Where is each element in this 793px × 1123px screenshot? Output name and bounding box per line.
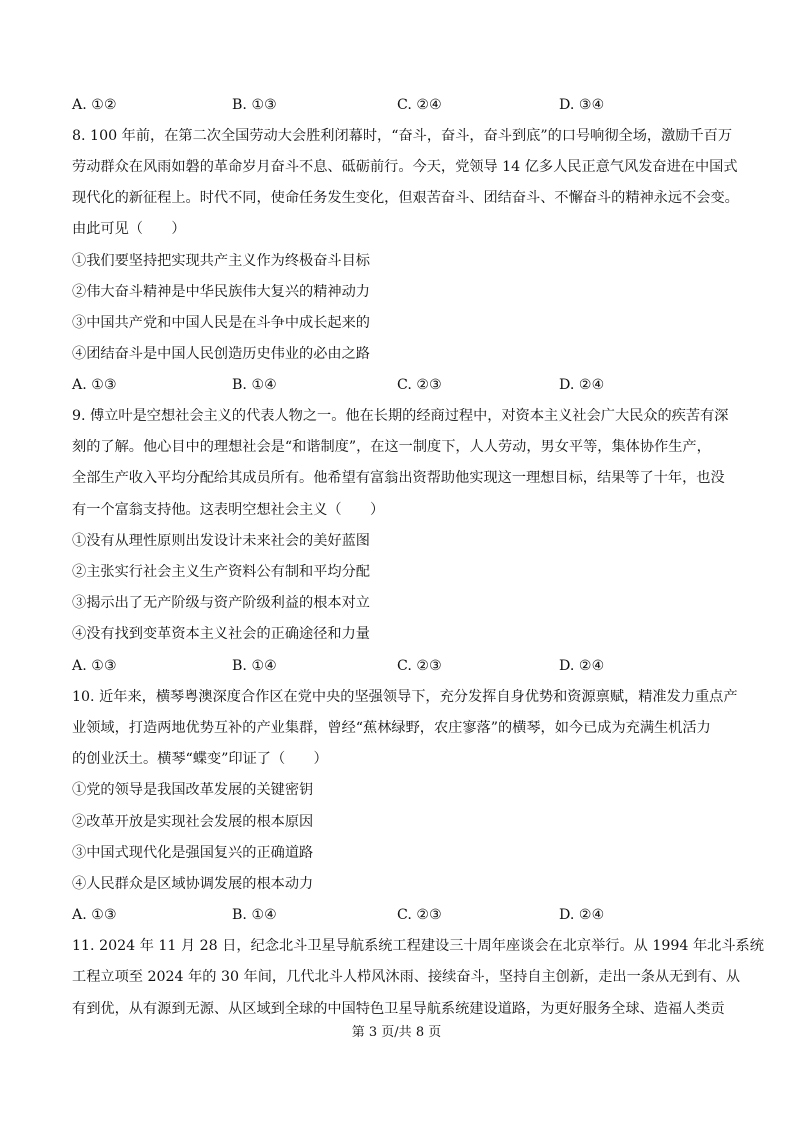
question-text-line: 现代化的新征程上。时代不同，使命任务发生变化，但艰苦奋斗、团结奋斗、不懈奋斗的精神永远不会变。: [72, 190, 739, 206]
question-text-line: 由此可见（ ）: [72, 221, 186, 237]
question-text-line: 全部生产收入平均分配给其成员所有。他希望有富翁出资帮助他实现这一理想目标，结果等了十年，也没: [72, 470, 725, 486]
page-number-footer: 第 3 页/共 8 页: [351, 1025, 442, 1040]
question-text-line: 8. 100 年前，在第二次全国劳动大会胜利闭幕时，“奋斗，奋斗，奋斗到底”的口号响彻全场，激励千百万: [72, 128, 733, 144]
question-text-line: 9. 傅立叶是空想社会主义的代表人物之一。他在长期的经商过程中，对资本主义社会广大民众的疾苦有深: [72, 408, 729, 424]
q10-options: [72, 905, 732, 925]
option-a: A. ①③: [72, 377, 117, 393]
question-text-line: 有到优，从有源到无源、从区域到全球的中国特色卫星导航系统建设道路，为更好服务全球、造福人类贡: [72, 1001, 725, 1017]
statement-1: ①没有从理性原则出发设计未来社会的美好蓝图: [72, 533, 370, 549]
statement-4: ④人民群众是区域协调发展的根本动力: [72, 876, 314, 892]
question-text-line: 10. 近年来，横琴粤澳深度合作区在党中央的坚强领导下，充分发挥自身优势和资源禀赋，精准发力重点产: [72, 689, 738, 705]
statement-4: ④没有找到变革资本主义社会的正确途径和力量: [72, 626, 370, 642]
option-c: C. ②④: [397, 97, 442, 113]
question-text-line: 工程立项至 2024 年的 30 年间，几代北斗人栉风沐雨、接续奋斗，坚持自主创新，走出一条从无到有、从: [72, 969, 741, 985]
statement-3: ③中国共产党和中国人民是在斗争中成长起来的: [72, 315, 370, 331]
statement-1: ①党的领导是我国改革发展的关键密钥: [72, 782, 314, 798]
option-b: B. ①④: [232, 907, 277, 923]
option-d: D. ②④: [559, 658, 605, 674]
statement-2: ②改革开放是实现社会发展的根本原因: [72, 814, 314, 830]
statement-4: ④团结奋斗是中国人民创造历史伟业的必由之路: [72, 346, 370, 362]
option-a: A. ①③: [72, 907, 117, 923]
option-c: C. ②③: [397, 907, 442, 923]
question-text-line: 劳动群众在风雨如磐的革命岁月奋斗不息、砥砺前行。今天，党领导 14 亿多人民正意气风发奋进在中国式: [72, 159, 738, 175]
option-c: C. ②③: [397, 377, 442, 393]
option-a: A. ①②: [72, 97, 117, 113]
statement-2: ②伟大奋斗精神是中华民族伟大复兴的精神动力: [72, 284, 370, 300]
q9-options: [72, 656, 732, 676]
question-text-line: 有一个富翁支持他。这表明空想社会主义（ ）: [72, 502, 385, 518]
question-text-line: 业领域，打造两地优势互补的产业集群，曾经“蕉林绿野，农庄寥落”的横琴，如今已成为充满生机活力: [72, 720, 711, 736]
option-d: D. ③④: [559, 97, 605, 113]
option-d: D. ②④: [559, 377, 605, 393]
option-a: A. ①③: [72, 658, 117, 674]
option-c: C. ②③: [397, 658, 442, 674]
q7-options: [72, 95, 732, 115]
question-text-line: 的创业沃土。横琴“蝶变”印证了（ ）: [72, 751, 328, 767]
question-text-line: 刻的了解。他心目中的理想社会是“和谐制度”，在这一制度下，人人劳动，男女平等，集体协作生产，: [72, 439, 711, 455]
statement-2: ②主张实行社会主义生产资料公有制和平均分配: [72, 564, 370, 580]
statement-3: ③揭示出了无产阶级与资产阶级利益的根本对立: [72, 595, 370, 611]
statement-3: ③中国式现代化是强国复兴的正确道路: [72, 845, 314, 861]
q8-options: [72, 375, 732, 395]
question-text-line: 11. 2024 年 11 月 28 日，纪念北斗卫星导航系统工程建设三十周年座谈会在北京举行。从 1994 年北斗系统: [72, 938, 764, 954]
option-b: B. ①④: [232, 377, 277, 393]
statement-1: ①我们要坚持把实现共产主义作为终极奋斗目标: [72, 253, 370, 269]
option-b: B. ①④: [232, 658, 277, 674]
option-d: D. ②④: [559, 907, 605, 923]
option-b: B. ①③: [232, 97, 277, 113]
